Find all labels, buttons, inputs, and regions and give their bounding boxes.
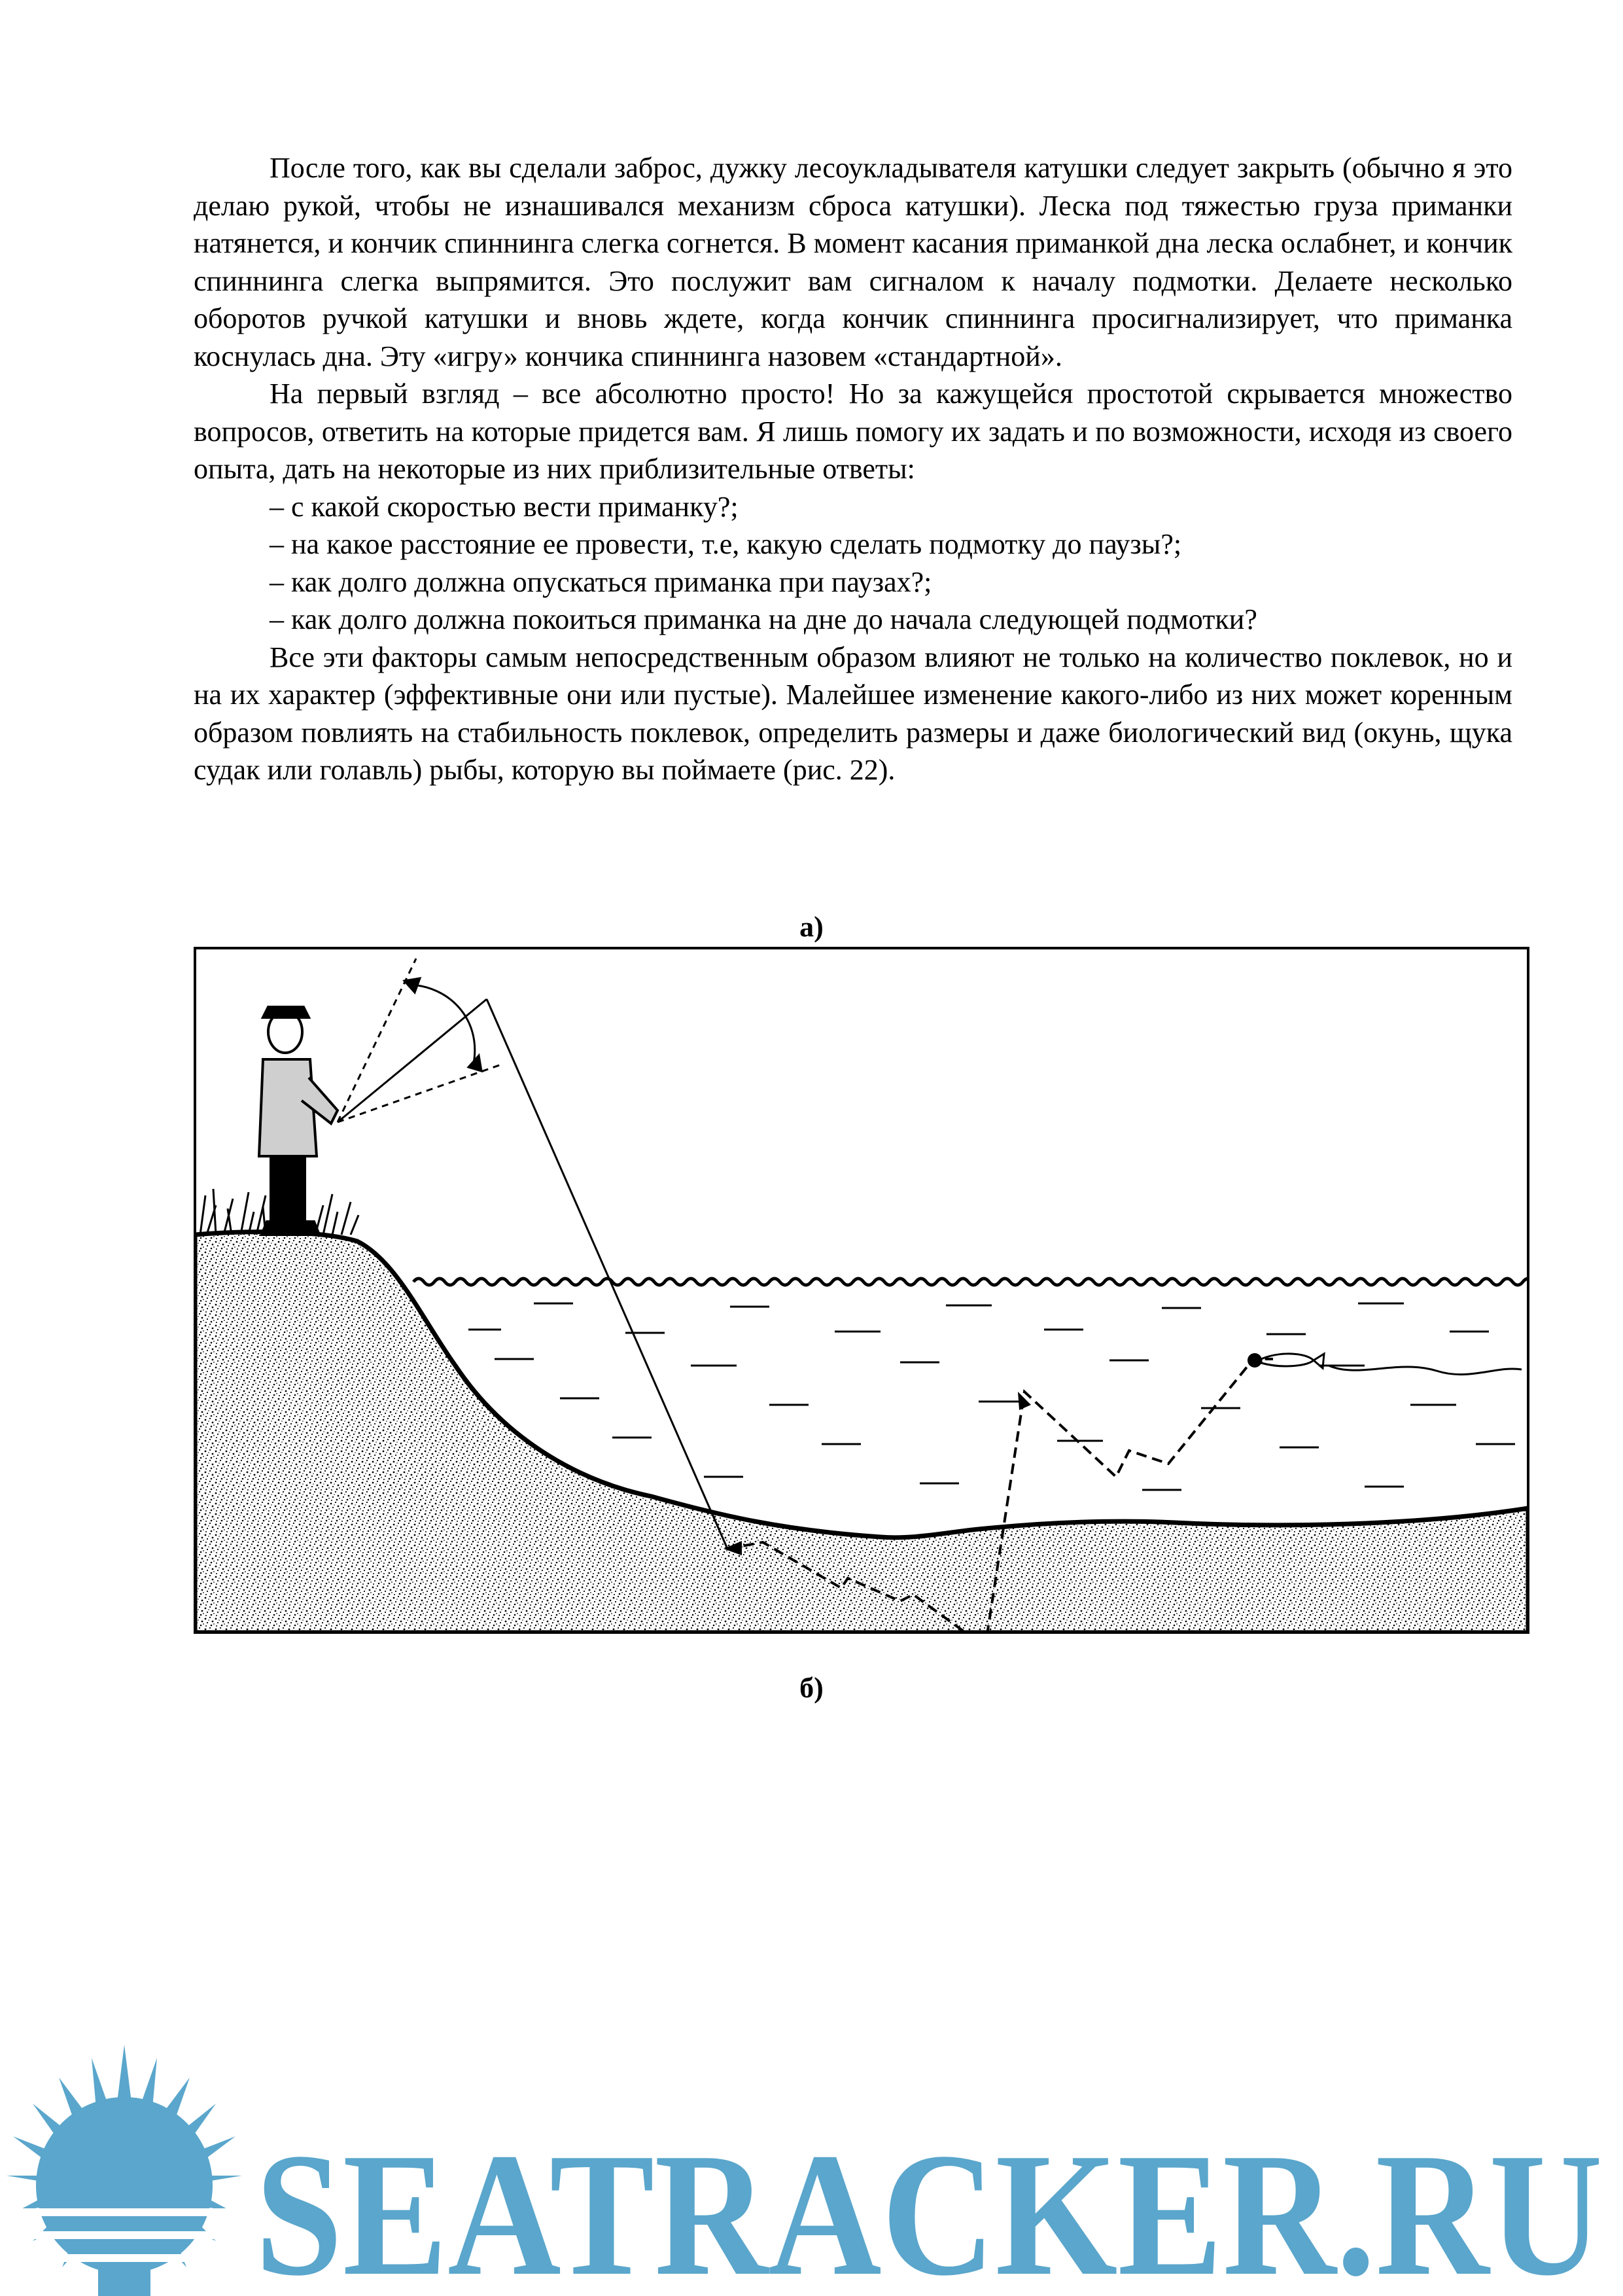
watermark-logo bbox=[0, 2045, 1623, 2296]
figure-caption-a: а) bbox=[799, 911, 824, 943]
question-sink-time: – как долго должна опускаться приманка при паузах?; bbox=[270, 565, 932, 598]
question-distance: – на какое расстояние ее провести, т.е, какую сделать подмотку до паузы?; bbox=[270, 528, 1182, 560]
question-speed: – с какой скоростью вести приманку?; bbox=[270, 490, 739, 523]
paragraph-3: Все эти факторы самым непосредственным образом влияют не только на количество поклевок, но и на их характер (эффективные они или пустые). Малейшее изменение какого-либо из них может коренным образом повлиять на стабильность поклевок, определить размеры и даже биологический вид (окунь, щука судак или голавль) рыбы, которую вы поймаете (рис. 22). bbox=[194, 641, 1512, 786]
question-rest-time: – как долго должна покоиться приманка на дне до начала следующей подмотки? bbox=[270, 603, 1257, 635]
sun-icon bbox=[7, 2045, 242, 2296]
figure-caption-b: б) bbox=[799, 1672, 824, 1704]
body-text bbox=[194, 149, 1512, 789]
watermark-text: SEATRACKER.RU bbox=[255, 2117, 1603, 2296]
paragraph-2: На первый взгляд – все абсолютно просто! Но за кажущейся простотой скрывается множество вопросов, ответить на которые придется вам. Я лишь помогу их задать и по возможности, исходя из своего опыта, дать на некоторые из них приблизительные ответы: bbox=[194, 378, 1512, 485]
paragraph-1: После того, как вы сделали заброс, дужку лесоукладывателя катушки следует закрыть (обычно я это делаю рукой, чтобы не изнашивался механизм сброса катушки). Леска под тяжестью груза приманки натянется, и кончик спиннинга слегка согнется. В момент касания приманкой дна леска ослабнет, и кончик спиннинга слегка выпрямится. Это послужит вам сигналом к началу подмотки. Делаете несколько оборотов ручкой катушки и вновь ждете, когда кончик спиннинга просигнализирует, что приманка коснулась дна. Эту «игру» кончика спиннинга назовем «стандартной». bbox=[194, 152, 1512, 372]
jig-retrieve-illustration bbox=[194, 947, 1529, 1634]
